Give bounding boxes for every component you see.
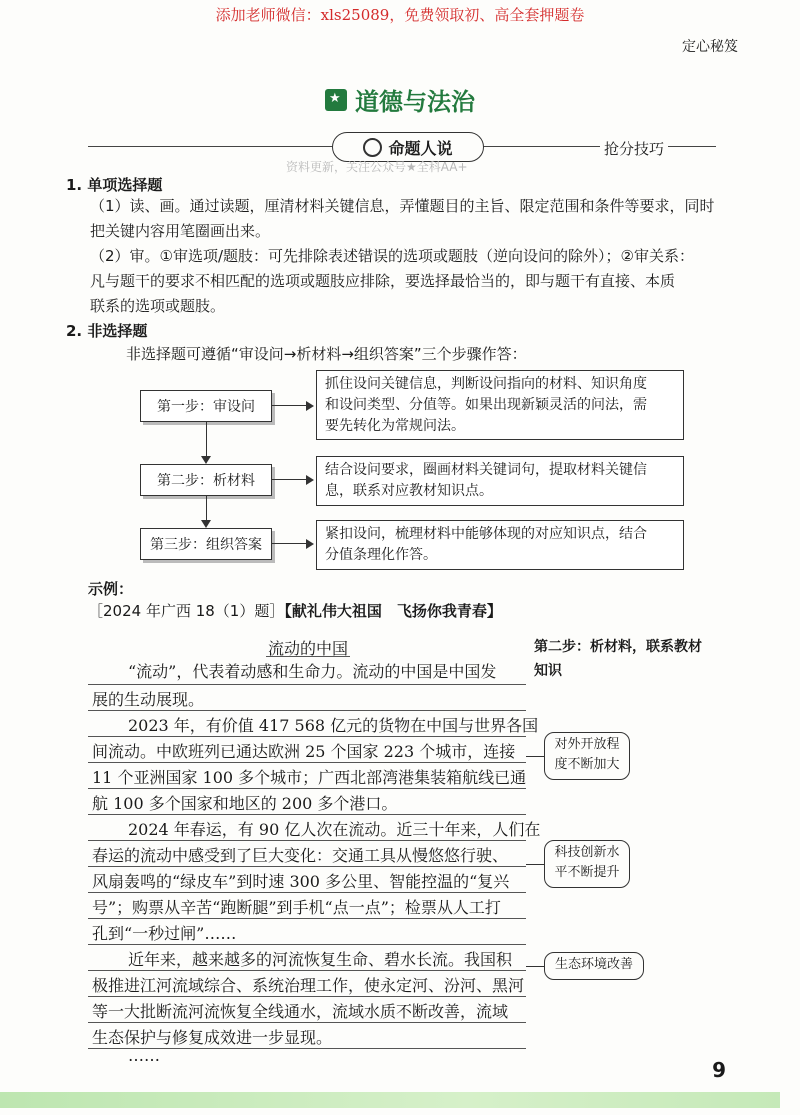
ruled-line bbox=[88, 684, 526, 685]
passage-line: 近年来，越来越多的河流恢复生命、碧水长流。我国积 bbox=[128, 950, 513, 969]
passage-line: 11 个亚洲国家 100 多个城市；广西北部湾港集装箱航线已通 bbox=[92, 768, 527, 787]
step3-label: 第三步：组织答案 bbox=[150, 537, 262, 553]
banner-text: 命题人说 bbox=[388, 138, 453, 158]
connector bbox=[272, 543, 308, 544]
passage-line: 号”；购票从辛苦“跑断腿”到手机“点一点”；检票从人工打 bbox=[92, 898, 501, 917]
corner-label: 定心秘笈 bbox=[682, 39, 738, 55]
ruled-line bbox=[88, 892, 526, 893]
side-heading bbox=[534, 636, 702, 680]
ruled-line bbox=[88, 814, 526, 815]
arrow-right-icon bbox=[306, 539, 314, 549]
note-line: 科技创新水 bbox=[554, 845, 620, 860]
desc-line: 结合设问要求，圈画材料关键词句，提取材料关键信 bbox=[325, 462, 647, 478]
ruled-line bbox=[88, 1022, 526, 1023]
desc-line: 抓住设问关键信息，判断设问指向的材料、知识角度 bbox=[325, 376, 647, 392]
section2-heading: 2. 非选择题 bbox=[66, 322, 148, 340]
page-title bbox=[325, 82, 475, 117]
step2-desc bbox=[316, 456, 684, 506]
ruled-line bbox=[88, 918, 526, 919]
example-label: 示例： bbox=[88, 580, 134, 598]
star-book-icon bbox=[325, 89, 347, 111]
passage-line: 展的生动展现。 bbox=[92, 690, 205, 709]
section1-line: 把关键内容用笔圈画出来。 bbox=[90, 222, 271, 240]
footer-strip bbox=[0, 1092, 780, 1108]
step1-box bbox=[140, 390, 272, 422]
note-connector bbox=[526, 864, 544, 865]
desc-line: 紧扣设问，梳理材料中能够体现的对应知识点，结合 bbox=[325, 526, 647, 542]
watermark: 资料更新，关注公众号★全科AA+ bbox=[286, 160, 468, 174]
section2-intro: 非选择题可遵循“审设问→析材料→组织答案”三个步骤作答： bbox=[126, 345, 527, 363]
step1-label: 第一步：审设问 bbox=[157, 399, 255, 415]
side-heading-line: 知识 bbox=[534, 663, 562, 679]
section1-line: 凡与题干的要求不相匹配的选项或题肢应排除，要选择最恰当的，即与题干有直接、本质 bbox=[90, 272, 676, 290]
passage-line: “流动”，代表着动感和生命力。流动的中国是中国发 bbox=[128, 662, 497, 681]
note-line: 平不断提升 bbox=[554, 865, 620, 880]
tips-label: 抢分技巧 bbox=[600, 138, 668, 159]
section1-line: （2）审。①审选项/题肢：可先排除表述错误的选项或题肢（逆向设问的除外）；②审关系： bbox=[90, 247, 694, 265]
ruled-line bbox=[88, 736, 526, 737]
step2-box bbox=[140, 464, 272, 496]
promo-banner-text: 添加老师微信：xls25089，免费领取初、高全套押题卷 bbox=[215, 6, 585, 24]
desc-line: 和设问类型、分值等。如果出现新颖灵活的问法，需 bbox=[325, 397, 647, 413]
step3-box bbox=[140, 528, 272, 560]
ruled-line bbox=[88, 710, 526, 711]
step3-desc bbox=[316, 520, 684, 570]
arrow-down-icon bbox=[201, 456, 211, 464]
margin-note-1 bbox=[544, 732, 630, 780]
magnifier-icon bbox=[363, 138, 382, 157]
connector bbox=[272, 479, 308, 480]
side-heading-line: 第二步：析材料，联系教材 bbox=[534, 639, 702, 655]
ruled-line bbox=[88, 788, 526, 789]
arrow-right-icon bbox=[306, 475, 314, 485]
ruled-line bbox=[88, 762, 526, 763]
margin-note-3 bbox=[544, 952, 644, 980]
source-prefix: ［2024 年广西 18（1）题］ bbox=[88, 602, 285, 620]
page-number: 9 bbox=[712, 1058, 726, 1082]
desc-line: 息，联系对应教材知识点。 bbox=[325, 483, 493, 499]
source-topic: 【献礼伟大祖国 飞扬你我青春】 bbox=[284, 602, 502, 620]
ruled-line bbox=[88, 944, 526, 945]
note-line: 对外开放程 bbox=[554, 737, 620, 752]
ruled-line bbox=[88, 840, 526, 841]
banner-line-right bbox=[480, 146, 716, 147]
passage-line: 航 100 多个国家和地区的 200 多个港口。 bbox=[92, 794, 398, 813]
desc-line: 要先转化为常规问法。 bbox=[325, 418, 465, 434]
margin-note-2 bbox=[544, 840, 630, 888]
passage-line: 极推进江河流域综合、系统治理工作，使永定河、汾河、黑河 bbox=[92, 976, 525, 995]
banner-line-left bbox=[88, 146, 334, 147]
arrow-down-icon bbox=[201, 520, 211, 528]
note-connector bbox=[526, 756, 544, 757]
passage-line: 孔到“一秒过闸”…… bbox=[92, 924, 237, 943]
passage-line: 等一大批断流河流恢复全线通水，流域水质不断改善，流域 bbox=[92, 1002, 509, 1021]
note-connector bbox=[526, 966, 544, 967]
example-source bbox=[88, 599, 502, 624]
step2-label: 第二步：析材料 bbox=[157, 473, 255, 489]
arrow-right-icon bbox=[306, 401, 314, 411]
connector bbox=[272, 405, 308, 406]
section1-heading: 1. 单项选择题 bbox=[66, 176, 163, 194]
page-title-text: 道德与法治 bbox=[355, 88, 475, 116]
section1-line: 联系的选项或题肢。 bbox=[90, 297, 226, 315]
passage-line: 风扇轰鸣的“绿皮车”到时速 300 多公里、智能控温的“复兴 bbox=[92, 872, 510, 891]
ruled-line bbox=[88, 866, 526, 867]
passage-line: …… bbox=[128, 1046, 160, 1065]
title-area bbox=[0, 82, 800, 117]
section1-line: （1）读、画。通过读题，厘清材料关键信息，弄懂题目的主旨、限定范围和条件等要求，同时 bbox=[90, 197, 715, 215]
passage-title: 流动的中国 bbox=[268, 639, 349, 658]
passage-line: 春运的流动中感受到了巨大变化：交通工具从慢悠悠行驶、 bbox=[92, 846, 509, 865]
passage-line: 生态保护与修复成效进一步显现。 bbox=[92, 1028, 333, 1047]
passage-line: 间流动。中欧班列已通达欧洲 25 个国家 223 个城市，连接 bbox=[92, 742, 516, 761]
section1-body bbox=[90, 194, 750, 319]
passage-line: 2023 年，有价值 417 568 亿元的货物在中国与世界各国 bbox=[128, 716, 539, 735]
passage-line: 2024 年春运，有 90 亿人次在流动。近三十年来，人们在 bbox=[128, 820, 541, 839]
ruled-line bbox=[88, 970, 526, 971]
desc-line: 分值条理化作答。 bbox=[325, 547, 437, 563]
title-underline bbox=[266, 656, 350, 657]
note-line: 生态环境改善 bbox=[554, 957, 633, 972]
step1-desc bbox=[316, 370, 684, 440]
connector bbox=[206, 422, 207, 460]
ruled-line bbox=[88, 996, 526, 997]
note-line: 度不断加大 bbox=[554, 757, 620, 772]
